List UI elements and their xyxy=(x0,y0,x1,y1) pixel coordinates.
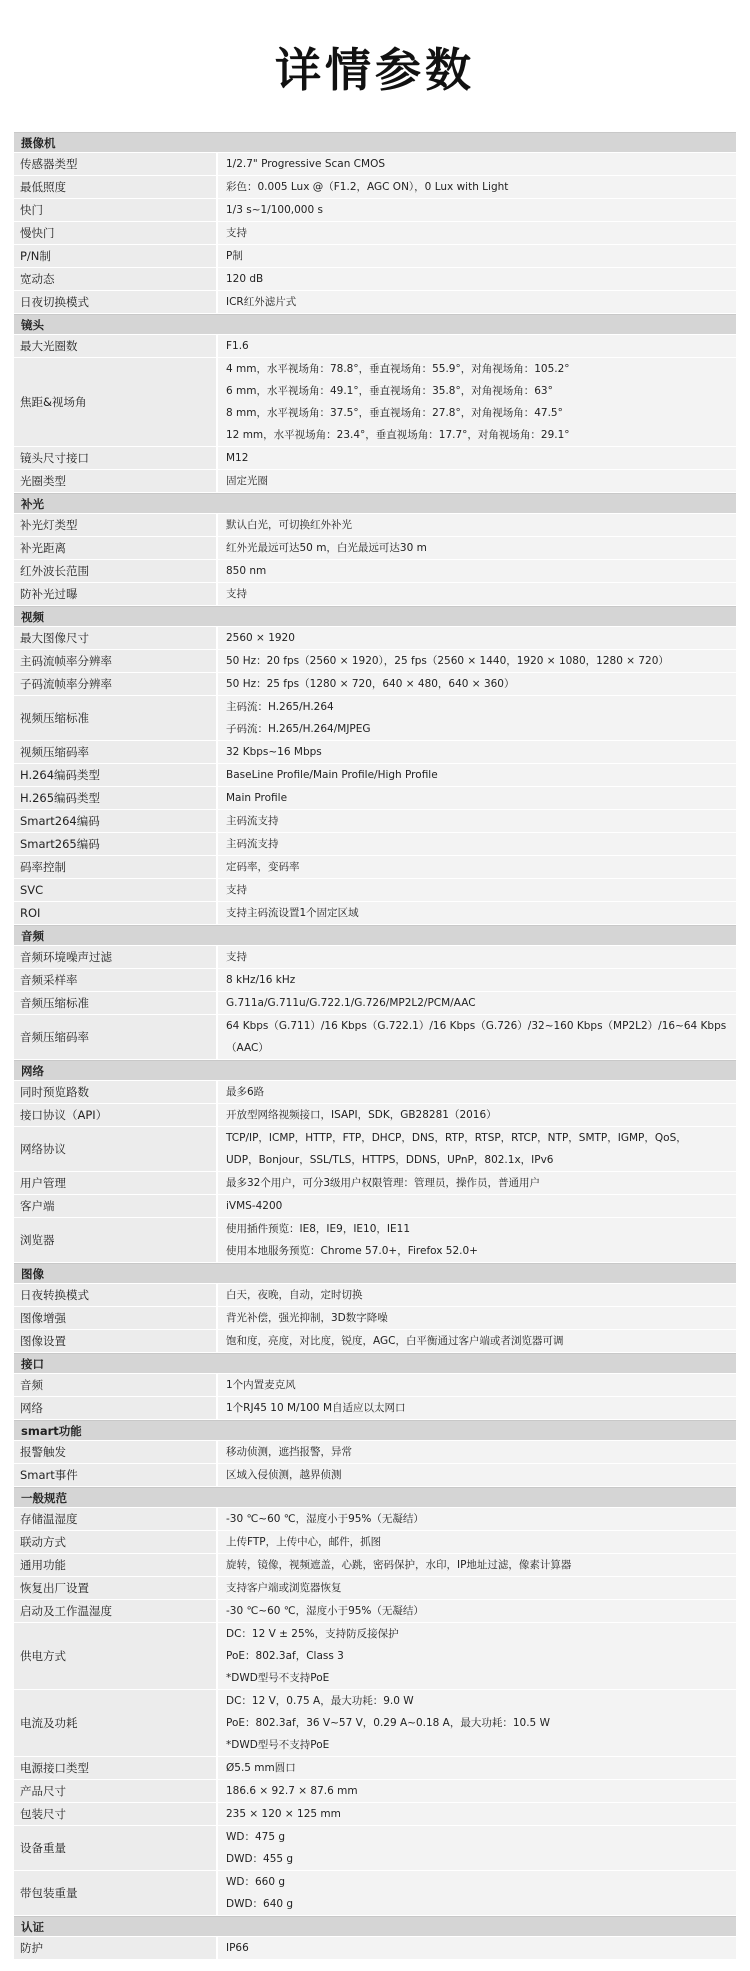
spec-value-line: 固定光圈 xyxy=(226,475,268,487)
spec-row xyxy=(14,879,736,902)
spec-value xyxy=(218,291,736,313)
spec-row xyxy=(14,1081,736,1104)
spec-row xyxy=(14,583,736,606)
section-header: 视频 xyxy=(14,606,736,627)
spec-value-line: G.711a/G.711u/G.722.1/G.726/MP2L2/PCM/AAC xyxy=(226,997,476,1009)
spec-value-line: 使用本地服务预览：Chrome 57.0+，Firefox 52.0+ xyxy=(226,1245,478,1257)
spec-label: Smart265编码 xyxy=(14,833,218,855)
spec-value-line: 850 nm xyxy=(226,565,267,577)
spec-row xyxy=(14,1330,736,1353)
spec-value-line: 主码流：H.265/H.264 xyxy=(226,701,334,713)
spec-value-line: 8 mm，水平视场角：37.5°，垂直视场角：27.8°，对角视场角：47.5° xyxy=(226,407,563,419)
spec-value-line: 2560 × 1920 xyxy=(226,632,295,644)
spec-row xyxy=(14,1284,736,1307)
spec-value-line: *DWD型号不支持PoE xyxy=(226,1672,330,1684)
spec-label: 码率控制 xyxy=(14,856,218,878)
spec-value-line: 主码流支持 xyxy=(226,838,279,850)
section-header: 认证 xyxy=(14,1916,736,1937)
spec-row xyxy=(14,1195,736,1218)
spec-label: 启动及工作温湿度 xyxy=(14,1600,218,1622)
spec-label: 镜头尺寸接口 xyxy=(14,447,218,469)
spec-value-line: 4 mm，水平视场角：78.8°，垂直视场角：55.9°，对角视场角：105.2° xyxy=(226,363,570,375)
spec-value xyxy=(218,1871,736,1915)
spec-value xyxy=(218,1803,736,1825)
spec-value xyxy=(218,673,736,695)
spec-value xyxy=(218,1623,736,1689)
spec-label: 供电方式 xyxy=(14,1623,218,1689)
spec-value-line: 移动侦测，遮挡报警，异常 xyxy=(226,1446,352,1458)
spec-row xyxy=(14,969,736,992)
spec-value xyxy=(218,1330,736,1352)
spec-label: 焦距&视场角 xyxy=(14,358,218,446)
spec-row xyxy=(14,856,736,879)
spec-value-line: 50 Hz：20 fps（2560 × 1920），25 fps（2560 × 1440，1920 × 1080，1280 × 720） xyxy=(226,655,669,667)
spec-row xyxy=(14,537,736,560)
spec-value-line: 红外光最远可达50 m，白光最远可达30 m xyxy=(226,542,427,554)
spec-value xyxy=(218,1441,736,1463)
spec-value-line: 默认白光，可切换红外补光 xyxy=(226,519,352,531)
spec-value xyxy=(218,199,736,221)
spec-label: 红外波长范围 xyxy=(14,560,218,582)
spec-label: 快门 xyxy=(14,199,218,221)
spec-value-line: 12 mm，水平视场角：23.4°，垂直视场角：17.7°，对角视场角：29.1° xyxy=(226,429,570,441)
spec-row xyxy=(14,1871,736,1916)
spec-row xyxy=(14,1508,736,1531)
spec-value-line: 上传FTP，上传中心，邮件，抓图 xyxy=(226,1536,382,1548)
spec-row xyxy=(14,1397,736,1420)
spec-value-line: 支持 xyxy=(226,227,247,239)
spec-value-line: M12 xyxy=(226,452,249,464)
spec-value xyxy=(218,1937,736,1959)
spec-label: 日夜切换模式 xyxy=(14,291,218,313)
spec-value-line: 使用插件预览：IE8，IE9，IE10，IE11 xyxy=(226,1223,411,1235)
spec-label: 音频压缩标准 xyxy=(14,992,218,1014)
spec-value-line: 支持 xyxy=(226,884,247,896)
spec-value-line: IP66 xyxy=(226,1942,249,1954)
page-title: 详情参数 xyxy=(275,43,475,97)
spec-value xyxy=(218,1826,736,1870)
spec-value-line: PoE：802.3af，Class 3 xyxy=(226,1650,344,1662)
spec-value xyxy=(218,696,736,740)
spec-label: 包装尺寸 xyxy=(14,1803,218,1825)
spec-value-line: 186.6 × 92.7 × 87.6 mm xyxy=(226,1785,358,1797)
spec-value-line: DWD：640 g xyxy=(226,1898,294,1910)
spec-value-line: 最多32个用户，可分3级用户权限管理：管理员，操作员，普通用户 xyxy=(226,1177,541,1189)
spec-value xyxy=(218,1284,736,1306)
spec-row xyxy=(14,560,736,583)
spec-label: 网络协议 xyxy=(14,1127,218,1171)
spec-value xyxy=(218,537,736,559)
section-header: 摄像机 xyxy=(14,132,736,153)
section-header: 图像 xyxy=(14,1263,736,1284)
spec-row xyxy=(14,1577,736,1600)
spec-value xyxy=(218,1690,736,1756)
spec-value-line: 彩色：0.005 Lux @（F1.2，AGC ON），0 Lux with Light xyxy=(226,181,509,193)
spec-row xyxy=(14,245,736,268)
spec-table xyxy=(14,132,736,1960)
spec-label: 同时预览路数 xyxy=(14,1081,218,1103)
spec-label: 存储温湿度 xyxy=(14,1508,218,1530)
spec-value-line: -30 ℃~60 ℃，湿度小于95%（无凝结） xyxy=(226,1513,424,1525)
spec-label: ROI xyxy=(14,902,218,924)
spec-value-line: 32 Kbps~16 Mbps xyxy=(226,746,322,758)
spec-value xyxy=(218,856,736,878)
spec-row xyxy=(14,946,736,969)
spec-row xyxy=(14,787,736,810)
spec-value xyxy=(218,1127,736,1171)
spec-value xyxy=(218,1508,736,1530)
spec-label: 光圈类型 xyxy=(14,470,218,492)
spec-label: 电流及功耗 xyxy=(14,1690,218,1756)
spec-label: 产品尺寸 xyxy=(14,1780,218,1802)
spec-value-line: 支持 xyxy=(226,951,247,963)
spec-label: P/N制 xyxy=(14,245,218,267)
spec-row xyxy=(14,1441,736,1464)
spec-value-line: BaseLine Profile/Main Profile/High Profile xyxy=(226,769,438,781)
spec-value xyxy=(218,1015,736,1059)
spec-value-line: 白天，夜晚，自动，定时切换 xyxy=(226,1289,363,1301)
spec-value xyxy=(218,969,736,991)
spec-value-line: 50 Hz：25 fps（1280 × 720，640 × 480，640 × 360） xyxy=(226,678,515,690)
spec-row xyxy=(14,627,736,650)
section-header: smart功能 xyxy=(14,1420,736,1441)
spec-value-line: 1/2.7" Progressive Scan CMOS xyxy=(226,158,386,170)
spec-value-line: PoE：802.3af，36 V~57 V，0.29 A~0.18 A，最大功耗：10.5 W xyxy=(226,1717,550,1729)
spec-value xyxy=(218,1554,736,1576)
spec-row xyxy=(14,514,736,537)
spec-row xyxy=(14,1531,736,1554)
spec-label: 设备重量 xyxy=(14,1826,218,1870)
spec-label: H.264编码类型 xyxy=(14,764,218,786)
spec-value xyxy=(218,992,736,1014)
spec-value xyxy=(218,1757,736,1779)
spec-value xyxy=(218,1104,736,1126)
spec-row xyxy=(14,1374,736,1397)
spec-value-line: iVMS-4200 xyxy=(226,1200,283,1212)
spec-label: 慢快门 xyxy=(14,222,218,244)
spec-row xyxy=(14,1600,736,1623)
spec-value-line: WD：660 g xyxy=(226,1876,286,1888)
spec-row xyxy=(14,1937,736,1960)
spec-row xyxy=(14,291,736,314)
section-header: 镜头 xyxy=(14,314,736,335)
spec-value-line: 开放型网络视频接口，ISAPI，SDK，GB28281（2016） xyxy=(226,1109,497,1121)
spec-value-line: DWD：455 g xyxy=(226,1853,294,1865)
spec-label: 宽动态 xyxy=(14,268,218,290)
spec-label: 浏览器 xyxy=(14,1218,218,1262)
spec-value xyxy=(218,1195,736,1217)
spec-row xyxy=(14,1104,736,1127)
spec-value-line: 支持主码流设置1个固定区域 xyxy=(226,907,359,919)
spec-value xyxy=(218,358,736,446)
spec-value xyxy=(218,650,736,672)
spec-value xyxy=(218,1172,736,1194)
spec-label: 音频 xyxy=(14,1374,218,1396)
spec-label: Smart264编码 xyxy=(14,810,218,832)
spec-value-line: Main Profile xyxy=(226,792,288,804)
section-header: 一般规范 xyxy=(14,1487,736,1508)
spec-value-line: 64 Kbps（G.711）/16 Kbps（G.722.1）/16 Kbps（G.726）/32~160 Kbps（MP2L2）/16~64 Kbps xyxy=(226,1020,727,1032)
spec-row xyxy=(14,1690,736,1757)
spec-row xyxy=(14,1757,736,1780)
spec-value-line: 区域入侵侦测，越界侦测 xyxy=(226,1469,342,1481)
spec-row xyxy=(14,1803,736,1826)
spec-row xyxy=(14,176,736,199)
spec-label: 音频环境噪声过滤 xyxy=(14,946,218,968)
spec-value-line: Ø5.5 mm圆口 xyxy=(226,1762,296,1774)
spec-value-line: UDP，Bonjour，SSL/TLS，HTTPS，DDNS，UPnP，802.1x，IPv6 xyxy=(226,1154,554,1166)
spec-label: 音频采样率 xyxy=(14,969,218,991)
spec-label: Smart事件 xyxy=(14,1464,218,1486)
spec-value-line: 1/3 s~1/100,000 s xyxy=(226,204,323,216)
spec-label: 恢复出厂设置 xyxy=(14,1577,218,1599)
spec-row xyxy=(14,1464,736,1487)
spec-label: 联动方式 xyxy=(14,1531,218,1553)
spec-value xyxy=(218,335,736,357)
spec-value xyxy=(218,1081,736,1103)
spec-row xyxy=(14,1218,736,1263)
spec-row xyxy=(14,764,736,787)
spec-row xyxy=(14,992,736,1015)
spec-value-line: WD：475 g xyxy=(226,1831,286,1843)
spec-value-line: F1.6 xyxy=(226,340,249,352)
spec-row xyxy=(14,199,736,222)
spec-label: 视频压缩标准 xyxy=(14,696,218,740)
section-header: 接口 xyxy=(14,1353,736,1374)
spec-row xyxy=(14,1172,736,1195)
spec-value xyxy=(218,470,736,492)
spec-value xyxy=(218,1218,736,1262)
spec-row xyxy=(14,1307,736,1330)
spec-value xyxy=(218,902,736,924)
spec-value xyxy=(218,176,736,198)
spec-value xyxy=(218,1374,736,1396)
spec-value-line: 支持 xyxy=(226,588,247,600)
spec-row xyxy=(14,741,736,764)
spec-value xyxy=(218,810,736,832)
spec-label: SVC xyxy=(14,879,218,901)
spec-value xyxy=(218,1531,736,1553)
spec-value xyxy=(218,153,736,175)
spec-value xyxy=(218,1577,736,1599)
spec-value-line: -30 ℃~60 ℃，湿度小于95%（无凝结） xyxy=(226,1605,424,1617)
spec-value-line: 1个RJ45 10 M/100 M自适应以太网口 xyxy=(226,1402,406,1414)
spec-value xyxy=(218,447,736,469)
spec-value-line: 旋转，镜像，视频遮盖，心跳，密码保护，水印，IP地址过滤，像素计算器 xyxy=(226,1559,572,1571)
spec-label: H.265编码类型 xyxy=(14,787,218,809)
spec-label: 用户管理 xyxy=(14,1172,218,1194)
spec-value-line: *DWD型号不支持PoE xyxy=(226,1739,330,1751)
spec-label: 传感器类型 xyxy=(14,153,218,175)
spec-row xyxy=(14,1623,736,1690)
spec-value xyxy=(218,879,736,901)
spec-label: 客户端 xyxy=(14,1195,218,1217)
spec-label: 最大图像尺寸 xyxy=(14,627,218,649)
spec-value-line: 1个内置麦克风 xyxy=(226,1379,296,1391)
spec-label: 主码流帧率分辨率 xyxy=(14,650,218,672)
spec-row xyxy=(14,1554,736,1577)
spec-row xyxy=(14,810,736,833)
spec-row xyxy=(14,447,736,470)
section-header: 补光 xyxy=(14,493,736,514)
spec-label: 视频压缩码率 xyxy=(14,741,218,763)
spec-value xyxy=(218,1397,736,1419)
spec-value xyxy=(218,514,736,536)
spec-row xyxy=(14,1826,736,1871)
spec-value-line: DC：12 V，0.75 A，最大功耗：9.0 W xyxy=(226,1695,414,1707)
spec-value-line: （AAC） xyxy=(226,1042,269,1054)
spec-label: 图像设置 xyxy=(14,1330,218,1352)
spec-row xyxy=(14,696,736,741)
spec-value xyxy=(218,627,736,649)
spec-value-line: 6 mm，水平视场角：49.1°，垂直视场角：35.8°，对角视场角：63° xyxy=(226,385,553,397)
spec-row xyxy=(14,268,736,291)
spec-label: 音频压缩码率 xyxy=(14,1015,218,1059)
spec-value xyxy=(218,764,736,786)
spec-row xyxy=(14,358,736,447)
spec-value-line: 235 × 120 × 125 mm xyxy=(226,1808,341,1820)
spec-label: 防护 xyxy=(14,1937,218,1959)
spec-value-line: P制 xyxy=(226,250,243,262)
spec-value xyxy=(218,560,736,582)
spec-value xyxy=(218,1600,736,1622)
spec-value xyxy=(218,583,736,605)
spec-value-line: 饱和度，亮度，对比度，锐度，AGC，白平衡通过客户端或者浏览器可调 xyxy=(226,1335,564,1347)
spec-label: 电源接口类型 xyxy=(14,1757,218,1779)
spec-value xyxy=(218,268,736,290)
spec-label: 通用功能 xyxy=(14,1554,218,1576)
spec-value-line: 主码流支持 xyxy=(226,815,279,827)
spec-value-line: 最多6路 xyxy=(226,1086,265,1098)
spec-label: 最低照度 xyxy=(14,176,218,198)
spec-row xyxy=(14,1780,736,1803)
spec-label: 日夜转换模式 xyxy=(14,1284,218,1306)
spec-value xyxy=(218,245,736,267)
spec-label: 补光灯类型 xyxy=(14,514,218,536)
section-header: 音频 xyxy=(14,925,736,946)
spec-value xyxy=(218,1780,736,1802)
spec-row xyxy=(14,650,736,673)
spec-row xyxy=(14,470,736,493)
spec-value xyxy=(218,946,736,968)
spec-value-line: 支持客户端或浏览器恢复 xyxy=(226,1582,342,1594)
spec-value xyxy=(218,222,736,244)
spec-label: 最大光圈数 xyxy=(14,335,218,357)
spec-label: 报警触发 xyxy=(14,1441,218,1463)
spec-value-line: DC：12 V ± 25%，支持防反接保护 xyxy=(226,1628,399,1640)
spec-row xyxy=(14,833,736,856)
spec-value-line: 定码率，变码率 xyxy=(226,861,300,873)
spec-value-line: 子码流：H.265/H.264/MJPEG xyxy=(226,723,371,735)
spec-value xyxy=(218,741,736,763)
spec-row xyxy=(14,335,736,358)
spec-label: 补光距离 xyxy=(14,537,218,559)
spec-value-line: ICR红外滤片式 xyxy=(226,296,297,308)
spec-value xyxy=(218,1307,736,1329)
spec-value-line: TCP/IP，ICMP，HTTP，FTP，DHCP，DNS，RTP，RTSP，RTCP，NTP，SMTP，IGMP，QoS， xyxy=(226,1132,687,1144)
spec-row xyxy=(14,673,736,696)
spec-label: 网络 xyxy=(14,1397,218,1419)
spec-value-line: 120 dB xyxy=(226,273,264,285)
spec-value xyxy=(218,833,736,855)
spec-label: 子码流帧率分辨率 xyxy=(14,673,218,695)
spec-value xyxy=(218,787,736,809)
spec-value xyxy=(218,1464,736,1486)
spec-label: 图像增强 xyxy=(14,1307,218,1329)
spec-label: 防补光过曝 xyxy=(14,583,218,605)
spec-row xyxy=(14,902,736,925)
spec-row xyxy=(14,153,736,176)
spec-label: 接口协议（API） xyxy=(14,1104,218,1126)
spec-value-line: 8 kHz/16 kHz xyxy=(226,974,296,986)
spec-label: 带包装重量 xyxy=(14,1871,218,1915)
section-header: 网络 xyxy=(14,1060,736,1081)
spec-row xyxy=(14,1127,736,1172)
spec-value-line: 背光补偿，强光抑制，3D数字降噪 xyxy=(226,1312,388,1324)
spec-row xyxy=(14,222,736,245)
spec-row xyxy=(14,1015,736,1060)
